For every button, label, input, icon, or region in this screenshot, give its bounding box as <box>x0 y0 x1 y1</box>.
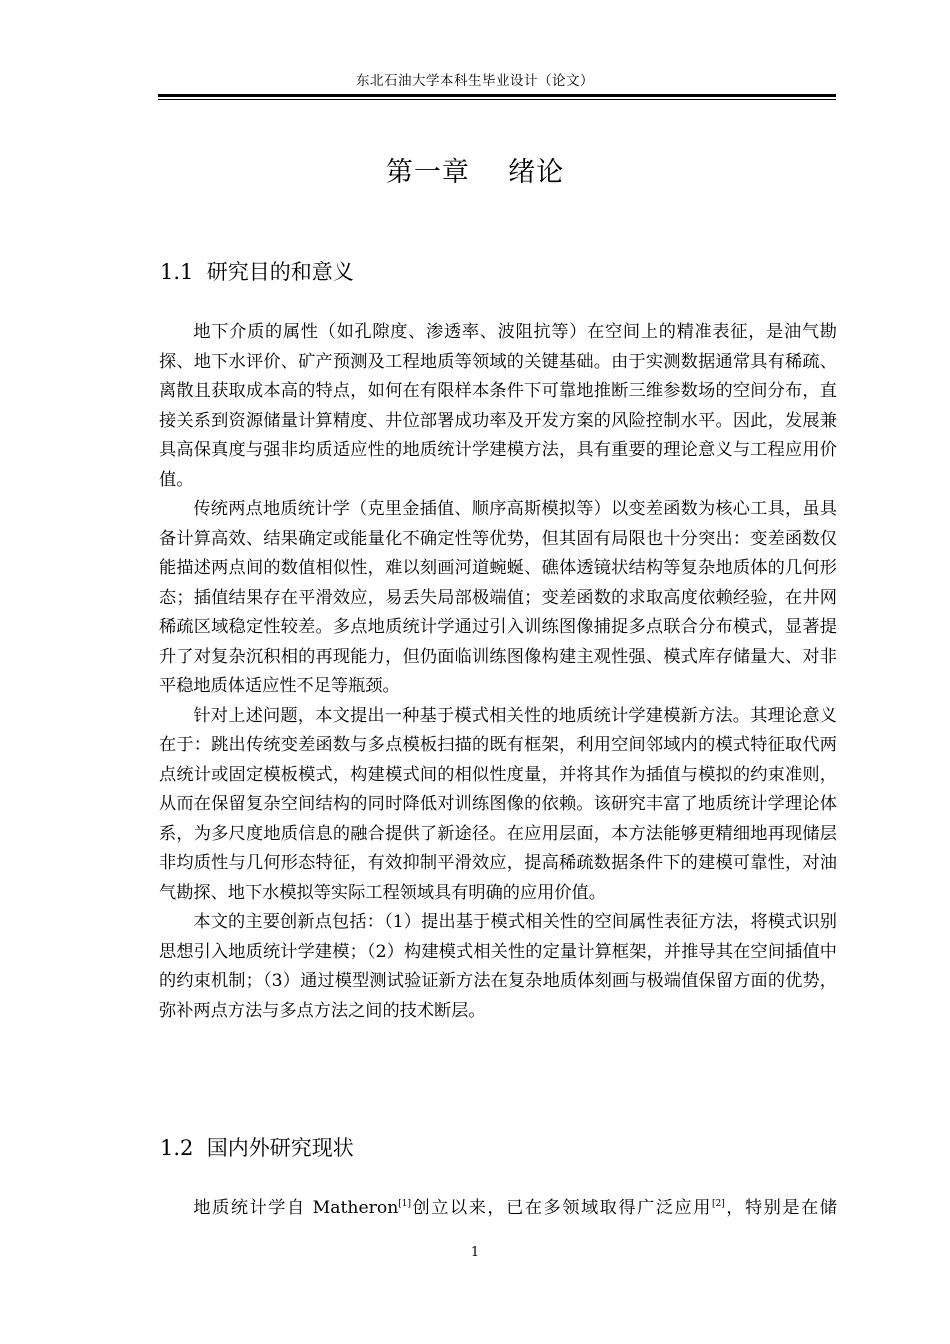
section-title-1-2: 1.2 国内外研究现状 <box>160 1136 354 1160</box>
text-run: 创立以来，已在多领域取得广泛应用 <box>411 1198 712 1218</box>
paragraph: 本文的主要创新点包括：（1）提出基于模式相关性的空间属性表征方法，将模式识别思想引入地质统计学建模；（2）构建模式相关性的定量计算框架，并推导其在空间插值中的约束机制；（3）通过模型测试验证新方法在复杂地质体刻画与极端值保留方面的优势，弥补两点方法与多点方法之间的技术断层。 <box>159 912 837 1021</box>
page-number: 1 <box>470 1245 480 1260</box>
paragraph <box>159 1194 837 1224</box>
section-1-1-body <box>159 318 837 1026</box>
citation-2[interactable]: [2] <box>711 1199 725 1209</box>
running-header: 东北石油大学本科生毕业设计（论文） <box>356 73 594 89</box>
section-title-1-1: 1.1 研究目的和意义 <box>160 260 354 284</box>
citation-1[interactable]: [1] <box>398 1199 412 1209</box>
paragraph: 传统两点地质统计学（克里金插值、顺序高斯模拟等）以变差函数为核心工具，虽具备计算高效、结果确定或能量化不确定性等优势，但其固有局限也十分突出：变差函数仅能描述两点间的数值相似性，难以刻画河道蜿蜒、礁体透镜状结构等复杂地质体的几何形态；插值结果存在平滑效应，易丢失局部极端值；变差函数的求取高度依赖经验，在井网稀疏区域稳定性较差。多点地质统计学通过引入训练图像捕捉多点联合分布模式，显著提升了对复杂沉积相的再现能力，但仍面临训练图像构建主观性强、模式库存储量大、对非平稳地质体适应性不足等瓶颈。 <box>159 499 837 696</box>
chapter-title: 第一章 绪论 <box>385 157 565 188</box>
header-rule-thin <box>158 99 836 100</box>
text-run: ，特别是在储 <box>724 1198 837 1218</box>
paragraph: 针对上述问题，本文提出一种基于模式相关性的地质统计学建模新方法。其理论意义在于：跳出传统变差函数与多点模板扫描的既有框架，利用空间邻域内的模式特征取代两点统计或固定模板模式，构建模式间的相似性度量，并将其作为插值与模拟的约束准则，从而在保留复杂空间结构的同时降低对训练图像的依赖。该研究丰富了地质统计学理论体系，为多尺度地质信息的融合提供了新途径。在应用层面，本方法能够更精细地再现储层非均质性与几何形态特征，有效抑制平滑效应，提高稀疏数据条件下的建模可靠性，对油气勘探、地下水模拟等实际工程领域具有明确的应用价值。 <box>159 705 837 903</box>
paragraph: 地下介质的属性（如孔隙度、渗透率、波阻抗等）在空间上的精准表征，是油气勘探、地下水评价、矿产预测及工程地质等领域的关键基础。由于实测数据通常具有稀疏、离散且获取成本高的特点，如何在有限样本条件下可靠地推断三维参数场的空间分布，直接关系到资源储量计算精度、井位部署成功率及开发方案的风险控制水平。因此，发展兼具高保真度与强非均质适应性的地质统计学建模方法，具有重要的理论意义与工程应用价值。 <box>159 322 837 490</box>
text-run: 地质统计学自 Matheron <box>193 1198 399 1218</box>
section-1-2-body <box>159 1194 837 1224</box>
header-rule-thick <box>158 94 836 97</box>
